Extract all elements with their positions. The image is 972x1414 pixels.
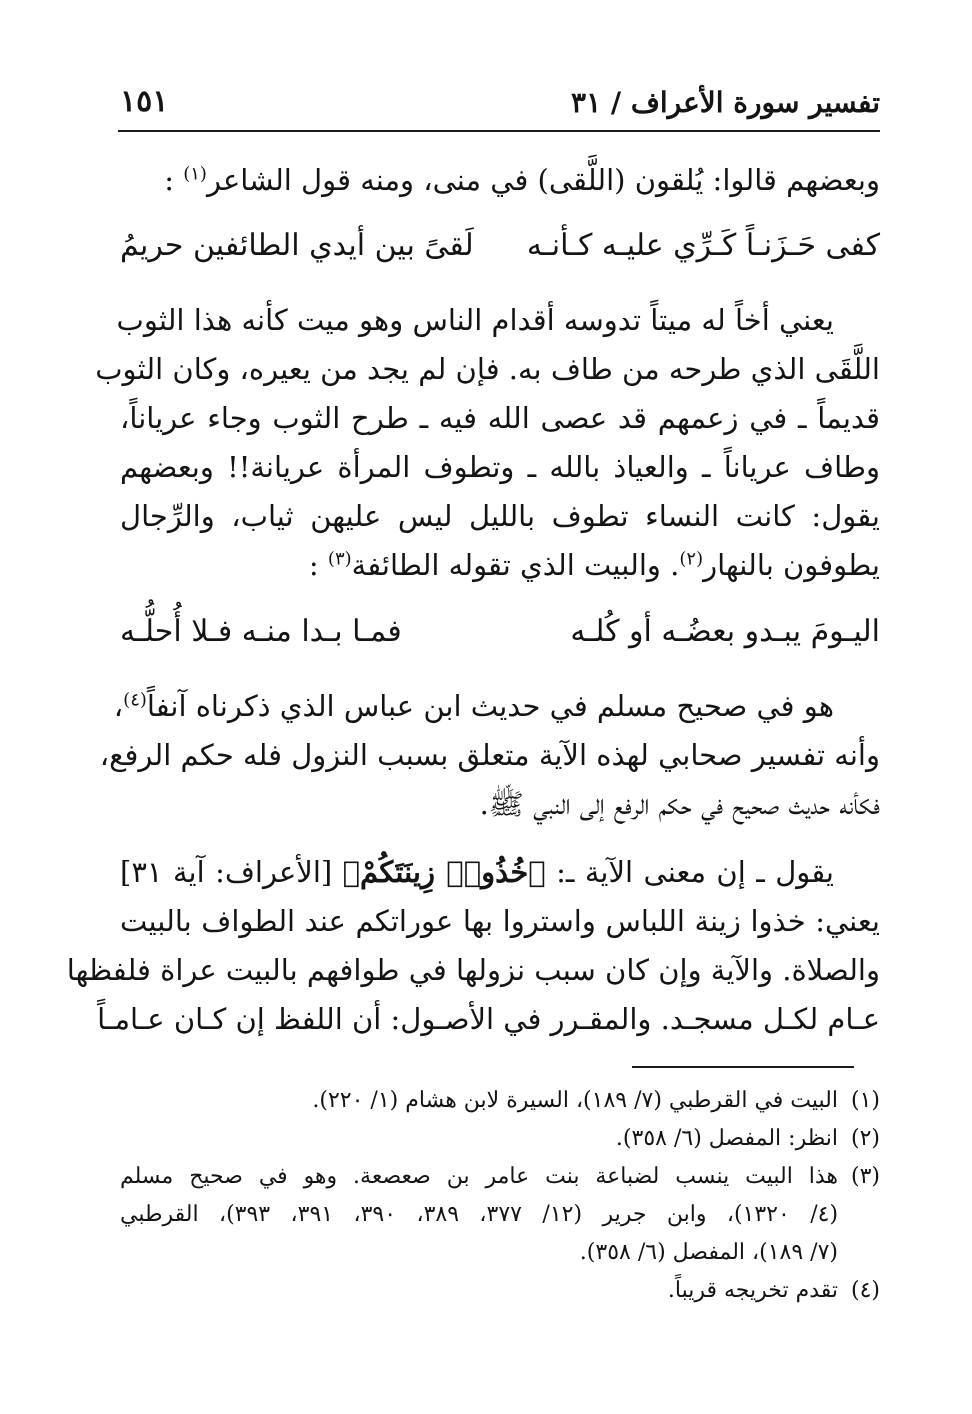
footnote-number: (٢) (850, 1126, 880, 1151)
footnotes (120, 1082, 880, 1310)
footnote-ref: (٣) (327, 548, 352, 570)
text-line: اللَّقَى الذي طرحه من طاف به. فإن لم يجد من يعيره، وكان الثوب (95, 352, 880, 386)
footnote-1: (١)البيت في القرطبي (٧/ ١٨٩)، السيرة لابن هشام (١/ ٢٢٠). (120, 1082, 880, 1120)
text-line: وطاف عرياناً ـ والعياذ بالله ـ وتطوف المرأة عريانة!! وبعضهم (120, 450, 880, 484)
footnote-2: (٢)انظر: المفصل (٦/ ٣٥٨). (120, 1120, 880, 1158)
text-line: هو في صحيح مسلم في حديث ابن عباس الذي ذكرناه آنفاً$^{(٤)}$، (113, 689, 834, 723)
text-line: يقول ـ إن معنى الآية ـ: ﴿خُذُوا۟ زِينَتَكُمْ﴾ [الأعراف: آية ٣١] (120, 855, 834, 889)
verse-1 (120, 228, 880, 280)
footnote-line: (٧/ ١٨٩)، المفصل (٦/ ٣٥٨). (579, 1240, 838, 1265)
verse-hemistich-first: اليـومَ يبـدو بعضُـه أو كُلـه (570, 614, 880, 649)
text-line: وأنه تفسير صحابي لهذه الآية متعلق بسبب النزول فله حكم الرفع، (99, 738, 880, 772)
paragraph-4 (66, 848, 880, 1044)
text-line: يطوفون بالنهار$^{(٢)}$. والبيت الذي تقوله الطائفة$^{(٣)}$ : (308, 548, 880, 582)
page-header (118, 80, 880, 132)
verse-hemistich-first: كفى حَـزَنـاً كَـرِّي عليـه كـأنـه (526, 228, 880, 263)
text-line: يعني أخاً له ميتاً تدوسه أقدام الناس وهو ميت كأنه هذا الثوب (116, 303, 834, 337)
footnote-number: (٤) (850, 1278, 880, 1303)
quran-quote: ﴿خُذُوا۟ زِينَتَكُمْ﴾ (342, 855, 546, 889)
footnote-divider (632, 1066, 854, 1068)
paragraph-1 (120, 156, 880, 205)
verse-2 (120, 614, 880, 666)
text-line: يعني: خذوا زينة اللباس واستروا بها عوراتكم عند الطواف بالبيت (120, 904, 880, 938)
text-line: قديماً ـ في زعمهم قد عصى الله فيه ـ طرح الثوب وجاء عرياناً، (120, 401, 880, 435)
footnote-4: (٤)تقدم تخريجه قريباً. (120, 1272, 880, 1310)
text-line: والصلاة. والآية وإن كان سبب نزولها في طوافهم بالبيت عراة فلفظها (66, 953, 880, 987)
footnote-3: (٣)هذا البيت ينسب لضباعة بنت عامر بن صعصعة. وهو في صحيح مسلم (٤/ ١٣٢٠)، وابن جرير (١٢/ ٣٧٧، ٣٨٩، ٣٩٠، ٣٩١، ٣٩٣)، القرطبي (٧/ ١٨٩)، المفصل (٦/ ٣٥٨). (120, 1158, 880, 1272)
footnote-number: (٣) (850, 1164, 880, 1189)
paragraph-2 (95, 296, 880, 590)
footnote-line: (٤/ ١٣٢٠)، وابن جرير (١٢/ ٣٧٧، ٣٨٩، ٣٩٠، ٣٩١، ٣٩٣)، القرطبي (120, 1202, 839, 1227)
text-line: عـام لكـل مسجـد. والمقـرر في الأصـول: أن اللفظ إن كـان عـامـاً (97, 1002, 880, 1036)
verse-hemistich-second: فمـا بـدا منـه فـلا أُحلُّـه (120, 614, 402, 649)
verse-hemistich-second: لَقىً بين أيدي الطائفين حريمُ (120, 228, 474, 263)
text-line: فكأنه حديث صحيح في حكم الرفع إلى النبي ﷺ. (479, 787, 880, 821)
footnote-ref: (١) (183, 163, 207, 185)
footnote-ref: (٤) (123, 689, 147, 711)
footnote-ref: (٢) (679, 548, 704, 570)
page-number: ١٥١ (120, 84, 169, 119)
running-head: تفسير سورة الأعراف / ٣١ (571, 86, 880, 119)
text-line: وبعضهم قالوا: يُلقون (اللَّقى) في منى، ومنه قول الشاعر$^{(١)}$ : (164, 163, 880, 197)
text-line: يقول: كانت النساء تطوف بالليل ليس عليهن ثياب، والرِّجال (120, 499, 880, 533)
footnote-number: (١) (850, 1088, 880, 1113)
paragraph-3 (99, 682, 880, 829)
